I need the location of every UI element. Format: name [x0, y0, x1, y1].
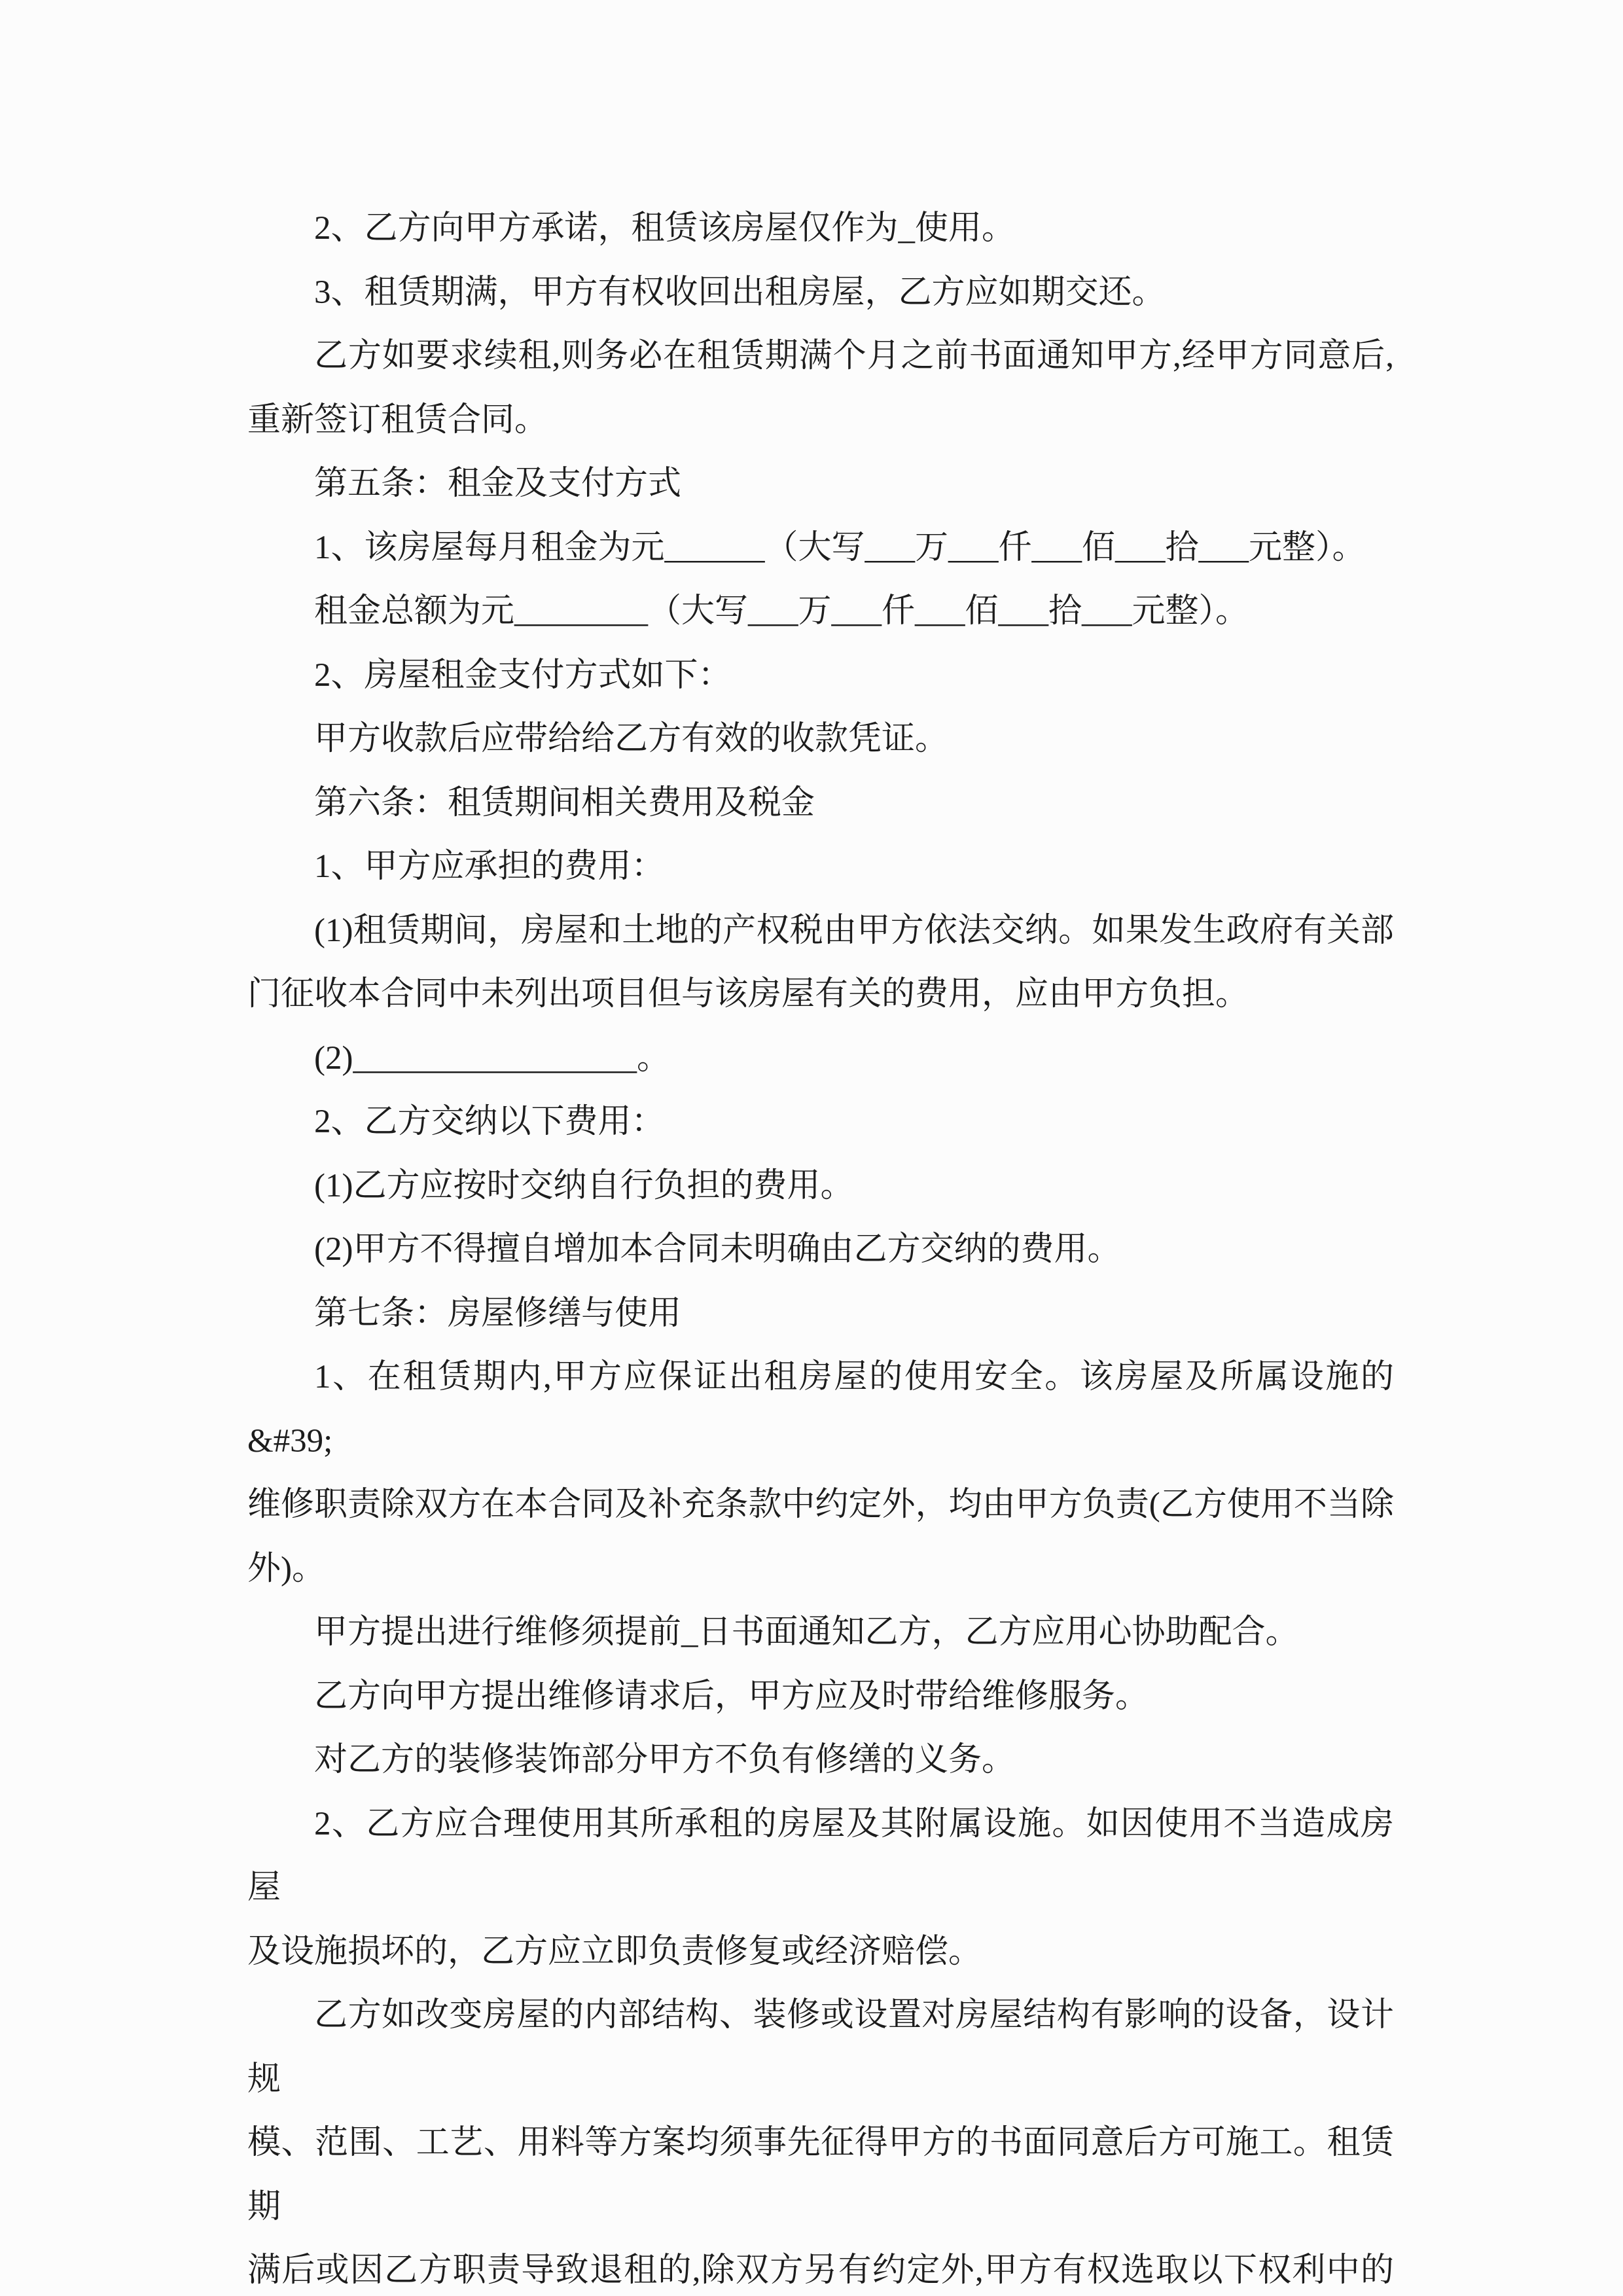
doc-line-safety-3: 外)。 [247, 1550, 325, 1587]
doc-line-structure-change-2: 模、范围、工艺、用料等方案均须事先征得甲方的书面同意后方可施工。租赁期 [247, 2125, 1394, 2225]
doc-line-landlord-fees-title: 1、甲方应承担的费用： [314, 848, 665, 885]
doc-line-property-tax-1: (1)租赁期间，房屋和土地的产权税由甲方依法交纳。如果发生政府有关部 [314, 912, 1394, 949]
doc-line-renewal-notice: 乙方如要求续租,则务必在租赁期满个月之前书面通知甲方,经甲方同意后, [314, 338, 1394, 374]
doc-line-safety-2: 维修职责除双方在本合同及补充条款中约定外，均由甲方负责(乙方使用不当除 [247, 1486, 1394, 1523]
doc-line-renewal-contract: 重新签订租赁合同。 [247, 401, 548, 439]
doc-line-property-tax-2: 门征收本合同中未列出项目但与该房屋有关的费用，应由甲方负担。 [247, 976, 1249, 1013]
doc-line-proper-use-1: 2、乙方应合理使用其所承租的房屋及其附属设施。如因使用不当造成房屋 [247, 1805, 1394, 1906]
doc-heading-article-7: 第七条：房屋修缮与使用 [314, 1295, 682, 1332]
doc-line-repair-notice: 甲方提出进行维修须提前_日书面通知乙方，乙方应用心协助配合。 [314, 1614, 1299, 1651]
doc-line-payment-method: 2、房屋租金支付方式如下： [314, 656, 732, 694]
doc-line-structure-change-1: 乙方如改变房屋的内部结构、装修或设置对房屋结构有影响的设备，设计规 [247, 1997, 1394, 2098]
doc-line-structure-change-3: 满后或因乙方职责导致退租的,除双方另有约定外,甲方有权选取以下权利中的 [247, 2252, 1394, 2289]
doc-line-landlord-fee-blank: (2)_________________。 [314, 1039, 670, 1077]
doc-line-repair-request: 乙方向甲方提出维修请求后，甲方应及时带给维修服务。 [314, 1677, 1149, 1715]
doc-line-safety-1: 1、在租赁期内,甲方应保证出租房屋的使用安全。该房屋及所属设施的&#39; [247, 1359, 1394, 1460]
doc-line-tenant-promise: 2、乙方向甲方承诺，租赁该房屋仅作为_使用。 [314, 210, 1016, 247]
doc-line-payment-receipt: 甲方收款后应带给给乙方有效的收款凭证。 [314, 721, 949, 757]
doc-line-decoration-duty: 对乙方的装修装饰部分甲方不负有修缮的义务。 [314, 1742, 1016, 1778]
doc-line-proper-use-2: 及设施损坏的，乙方应立即负责修复或经济赔偿。 [247, 1933, 982, 1970]
contract-body [247, 197, 1394, 2296]
doc-line-monthly-rent-blank: 1、该房屋每月租金为元______（大写___万___仟___佰___拾___元整）。 [314, 529, 1366, 566]
doc-line-total-rent-blank: 租金总额为元________（大写___万___仟___佰___拾___元整）。 [314, 593, 1249, 630]
doc-line-tenant-fees-title: 2、乙方交纳以下费用： [314, 1103, 665, 1140]
doc-line-lease-expiry: 3、租赁期满，甲方有权收回出租房屋，乙方应如期交还。 [314, 274, 1166, 311]
doc-heading-article-6: 第六条：租赁期间相关费用及税金 [314, 784, 815, 821]
doc-heading-article-5: 第五条：租金及支付方式 [314, 465, 682, 502]
doc-line-tenant-fee-1: (1)乙方应按时交纳自行负担的费用。 [314, 1167, 854, 1204]
doc-line-tenant-fee-2: (2)甲方不得擅自增加本合同未明确由乙方交纳的费用。 [314, 1231, 1121, 1268]
